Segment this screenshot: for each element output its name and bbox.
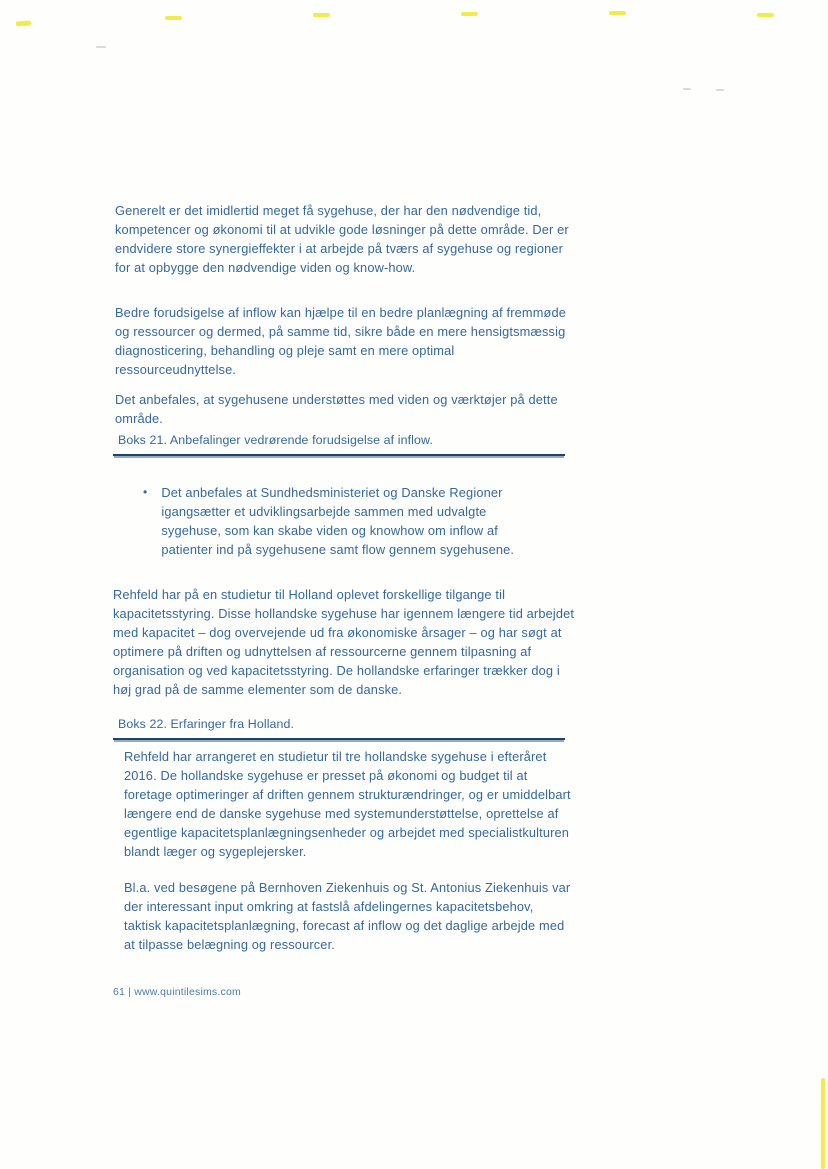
- box-21-title: Boks 21. Anbefalinger vedrørende forudsigelse af inflow.: [113, 432, 565, 456]
- box-22-title: Boks 22. Erfaringer fra Holland.: [113, 716, 565, 740]
- highlight-mark: [165, 16, 182, 20]
- highlight-mark: [821, 1078, 825, 1169]
- bullet-icon: •: [143, 485, 148, 499]
- highlight-mark: [313, 13, 330, 17]
- paragraph-rehfeld-holland: Rehfeld har på en studietur til Holland oplevet forskellige tilgange til kapacitetsstyring. Disse hollandske sygehuse har igennem længere tid arbejdet med kapacitet – dog overvejende ud fra økonomiske årsager – og har søgt at optimere på driften og udnyttelsen af ressourcerne gennem tilpasning af organisation og ved kapacitetsstyring. De hollandske erfaringer trækker dog i høj grad på de samme elementer som de danske.: [113, 587, 575, 697]
- highlight-mark: [16, 20, 31, 26]
- box-21-bullet-text: Det anbefales at Sundhedsministeriet og Danske Regioner igangsætter et udviklingsarbejde sammen med udvalgte sygehuse, som kan skabe viden og knowhow om inflow af patienter ind på sygehusene samt flow gennem sygehusene.: [161, 485, 515, 557]
- box-22-paragraph-2: Bl.a. ved besøgene på Bernhoven Ziekenhuis og St. Antonius Ziekenhuis var der interessant input omkring at fastslå afdelingernes kapacitetsbehov, taktisk kapacitetsplanlægning, forecast af inflow og det daglige arbejde med at tilpasse belægning og ressourcer.: [124, 880, 571, 952]
- paragraph-inflow-benefits: Bedre forudsigelse af inflow kan hjælpe til en bedre planlægning af fremmøde og ressourcer og dermed, på samme tid, sikre både en mere hensigtsmæssig diagnosticering, behandling og pleje samt en mere optimal ressourceudnyttelse.: [115, 305, 567, 377]
- box-22-paragraph-1: Rehfeld har arrangeret en studietur til tre hollandske sygehuse i efteråret 2016. De hollandske sygehuse er presset på økonomi og budget til at foretage optimeringer af driften gennem strukturændringer, og er umiddelbart længere end de danske sygehuse med systemunderstøttelse, oprettelse af egentlige kapacitetsplanlægningsenheder og arbejdet med specialistkulturen blandt læger og sygeplejersker.: [124, 749, 571, 859]
- scan-speck: [683, 88, 691, 90]
- highlight-mark: [609, 11, 626, 15]
- scan-speck: [716, 89, 724, 91]
- paragraph-intro: Generelt er det imidlertid meget få sygehuse, der har den nødvendige tid, kompetencer og økonomi til at udvikle gode løsninger på dette område. Der er endvidere store synergieffekter i at arbejde på tværs af sygehuse og regioner for at opbygge den nødvendige viden og know-how.: [115, 203, 569, 275]
- paragraph-recommendation: Det anbefales, at sygehusene understøttes med viden og værktøjer på dette område.: [115, 392, 558, 426]
- highlight-mark: [461, 12, 478, 16]
- page-footer: 61 | www.quintilesims.com: [113, 986, 241, 998]
- scan-speck: [96, 46, 106, 48]
- highlight-mark: [757, 13, 774, 17]
- box-21-bullet-item: [143, 483, 535, 559]
